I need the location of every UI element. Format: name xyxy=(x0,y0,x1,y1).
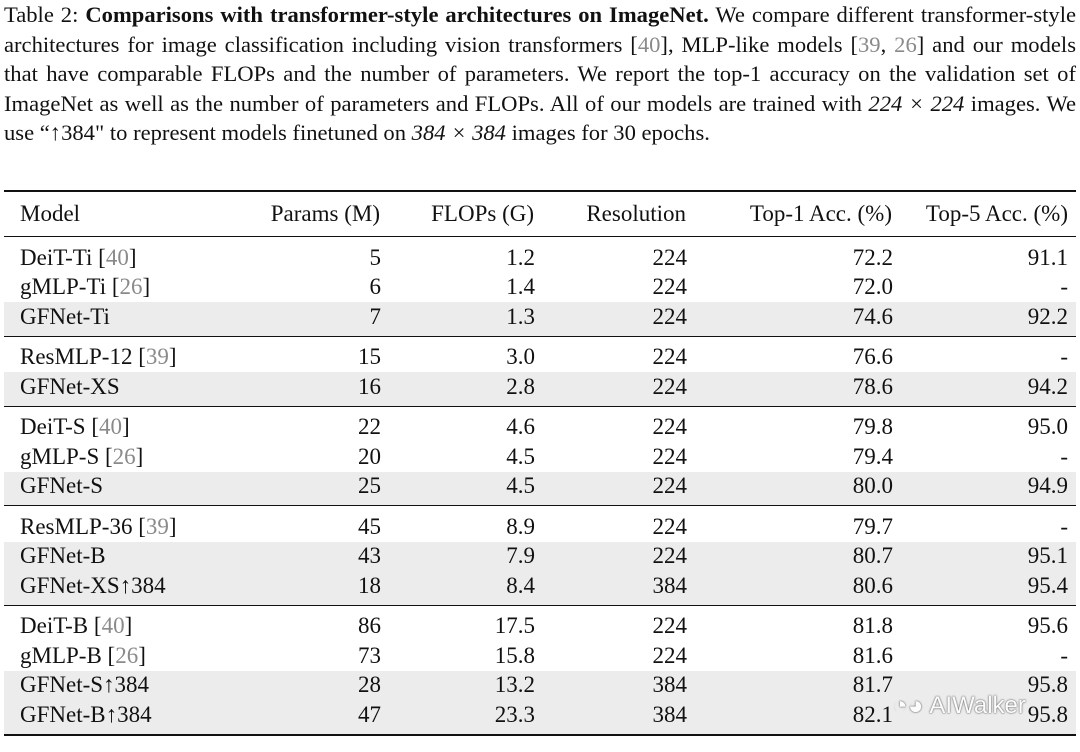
cell-model xyxy=(4,372,221,406)
cell-top1: 79.8 xyxy=(852,414,893,440)
cell-flops: 8.9 xyxy=(506,513,535,539)
model-name: GFNet-Ti xyxy=(20,303,110,329)
cell-model xyxy=(4,671,221,701)
cell-top1: 82.1 xyxy=(687,700,893,735)
cell-model xyxy=(4,336,221,372)
cell-params: 25 xyxy=(221,472,381,506)
table-group xyxy=(4,237,1076,337)
math-resolution: 384 × 384 xyxy=(411,120,506,145)
citation-link[interactable]: 26 xyxy=(112,443,136,469)
model-name: GFNet-XS xyxy=(20,373,120,399)
table-row xyxy=(4,571,1076,605)
cell-top1: 74.6 xyxy=(687,302,893,336)
cell-params: 86 xyxy=(358,613,381,639)
cell-flops: 1.3 xyxy=(381,302,535,336)
model-name: GFNet-S xyxy=(20,473,104,499)
cell-top1: 80.0 xyxy=(687,472,893,506)
cell-top5: 94.9 xyxy=(893,472,1076,506)
header-resolution: Resolution xyxy=(586,201,686,226)
cell-top5: - xyxy=(1060,274,1068,300)
cell-resolution: 224 xyxy=(652,642,687,668)
header-model: Model xyxy=(20,201,81,226)
caption-title: Comparisons with transformer-style architectures on ImageNet. xyxy=(85,2,709,27)
cell-model xyxy=(4,700,221,735)
citation-link[interactable]: 26 xyxy=(894,31,917,57)
cell-flops: 7.9 xyxy=(381,542,535,572)
cell-params: 43 xyxy=(221,542,381,572)
header-params: Params (M) xyxy=(270,201,380,226)
cell-top1: 80.7 xyxy=(687,542,893,572)
cell-params: 16 xyxy=(221,372,381,406)
model-name: GFNet-B↑384 xyxy=(20,701,152,727)
table-row xyxy=(4,542,1076,572)
model-name: ResMLP-36 [ xyxy=(20,513,146,539)
cell-model xyxy=(4,605,221,641)
cell-top5: - xyxy=(1060,443,1068,469)
cell-resolution: 384 xyxy=(535,671,687,701)
cell-params: 45 xyxy=(358,513,381,539)
cell-model xyxy=(4,406,221,442)
cell-flops: 4.6 xyxy=(506,414,535,440)
cell-top1: 79.4 xyxy=(852,443,893,469)
header-flops: FLOPs (G) xyxy=(431,201,534,226)
cell-resolution: 224 xyxy=(652,244,687,270)
cell-flops: 4.5 xyxy=(381,472,535,506)
table-row xyxy=(4,472,1076,506)
cell-top5: 95.6 xyxy=(1027,613,1068,639)
cell-resolution: 224 xyxy=(652,414,687,440)
model-name: gMLP-S [ xyxy=(20,443,113,469)
table-row xyxy=(4,605,1076,641)
cell-params: 73 xyxy=(358,642,381,668)
cell-top1: 81.7 xyxy=(687,671,893,701)
cell-flops: 23.3 xyxy=(381,700,535,735)
cell-top5: - xyxy=(1060,513,1068,539)
cell-resolution: 224 xyxy=(535,302,687,336)
table-row xyxy=(4,237,1076,273)
cell-params: 22 xyxy=(358,414,381,440)
cell-top5: 95.4 xyxy=(893,571,1076,605)
cell-flops: 8.4 xyxy=(381,571,535,605)
cell-flops: 1.4 xyxy=(506,274,535,300)
caption-label: Table 2: xyxy=(4,2,79,27)
cell-params: 20 xyxy=(358,443,381,469)
wechat-icon: ◔◕ xyxy=(892,690,924,720)
cell-model xyxy=(4,237,221,273)
table-group xyxy=(4,406,1076,506)
cell-top1: 78.6 xyxy=(687,372,893,406)
cell-top5: 95.8 xyxy=(893,671,1076,701)
cell-params: 28 xyxy=(221,671,381,701)
cell-top1: 80.6 xyxy=(687,571,893,605)
comparison-table xyxy=(4,190,1076,736)
cell-model xyxy=(4,302,221,336)
table-row xyxy=(4,442,1076,472)
citation-link[interactable]: 26 xyxy=(115,642,139,668)
cell-top1: 81.8 xyxy=(852,613,893,639)
cell-model xyxy=(4,472,221,506)
table-row xyxy=(4,273,1076,303)
cell-top5: - xyxy=(1060,344,1068,370)
header-top1: Top-1 Acc. (%) xyxy=(749,201,892,226)
model-name: gMLP-Ti [ xyxy=(20,274,120,300)
cell-flops: 15.8 xyxy=(494,642,535,668)
cell-top5: 94.2 xyxy=(893,372,1076,406)
table-row xyxy=(4,372,1076,406)
citation-link[interactable]: 39 xyxy=(145,513,169,539)
cell-resolution: 224 xyxy=(652,613,687,639)
header-top5: Top-5 Acc. (%) xyxy=(925,201,1068,226)
table-row xyxy=(4,406,1076,442)
cell-model xyxy=(4,273,221,303)
cell-resolution: 224 xyxy=(535,372,687,406)
watermark xyxy=(892,690,1026,721)
cell-model xyxy=(4,506,221,542)
citation-bracket: ] xyxy=(168,513,177,539)
citation-bracket: ] xyxy=(142,274,151,300)
cell-params: 15 xyxy=(358,344,381,370)
model-name: DeiT-S [ xyxy=(20,414,100,440)
table-row xyxy=(4,336,1076,372)
watermark-text: AIWalker xyxy=(929,691,1026,719)
citation-bracket: ] xyxy=(135,443,144,469)
cell-model xyxy=(4,542,221,572)
citation-bracket: ] xyxy=(124,613,133,639)
cell-params: 5 xyxy=(369,244,381,270)
cell-resolution: 224 xyxy=(535,542,687,572)
table-group xyxy=(4,336,1076,406)
cell-top1: 72.2 xyxy=(852,244,893,270)
cell-resolution: 224 xyxy=(652,513,687,539)
model-name: ResMLP-12 [ xyxy=(20,344,146,370)
cell-top1: 79.7 xyxy=(852,513,893,539)
cell-resolution: 224 xyxy=(535,472,687,506)
citation-link[interactable]: 40 xyxy=(99,414,123,440)
cell-flops: 2.8 xyxy=(381,372,535,406)
cell-model xyxy=(4,442,221,472)
table-header-row xyxy=(4,191,1076,237)
cell-params: 7 xyxy=(221,302,381,336)
cell-model xyxy=(4,571,221,605)
cell-top5: 95.0 xyxy=(1027,414,1068,440)
citation-link[interactable]: 40 xyxy=(101,613,125,639)
cell-params: 6 xyxy=(369,274,381,300)
cell-top5: 91.1 xyxy=(1027,244,1068,270)
model-name: gMLP-B [ xyxy=(20,642,116,668)
table-row xyxy=(4,641,1076,671)
model-name: GFNet-B xyxy=(20,543,106,569)
model-name: DeiT-Ti [ xyxy=(20,244,106,270)
cell-top5: 92.2 xyxy=(893,302,1076,336)
cell-top5: 95.1 xyxy=(893,542,1076,572)
cell-params: 18 xyxy=(221,571,381,605)
cell-flops: 17.5 xyxy=(494,613,535,639)
cell-flops: 13.2 xyxy=(381,671,535,701)
citation-bracket: ] xyxy=(138,642,146,668)
cell-resolution: 384 xyxy=(535,700,687,735)
cell-top5: - xyxy=(1060,642,1068,668)
citation-bracket: ] xyxy=(122,414,130,440)
cell-resolution: 224 xyxy=(652,344,687,370)
citation-link[interactable]: 26 xyxy=(119,274,143,300)
cell-flops: 4.5 xyxy=(506,443,535,469)
cell-model xyxy=(4,641,221,671)
table-row xyxy=(4,506,1076,542)
citation-link[interactable]: 40 xyxy=(105,244,129,270)
model-name: GFNet-XS↑384 xyxy=(20,572,166,598)
citation-bracket: ] xyxy=(128,244,137,270)
cell-top1: 81.6 xyxy=(852,642,893,668)
cell-resolution: 384 xyxy=(535,571,687,605)
citation-link[interactable]: 39 xyxy=(145,344,169,370)
model-name: DeiT-B [ xyxy=(20,613,102,639)
cell-top1: 76.6 xyxy=(852,344,893,370)
table-row xyxy=(4,302,1076,336)
cell-params: 47 xyxy=(221,700,381,735)
cell-resolution: 224 xyxy=(652,274,687,300)
table-caption: Table 2: Comparisons with transformer-style architectures on ImageNet. We compare different transformer-style architectures for image classification including vision transformers [40], MLP-like models [39, 26] and our models that have comparable FLOPs and the number of parameters. We report the top-1 accuracy on the validation set of ImageNet as well as the number of parameters and FLOPs. All of our models are trained with 224 × 224 images. We use “↑384" to represent models finetuned on 384 × 384 images for 30 epochs. xyxy=(4,2,1077,145)
table-group xyxy=(4,506,1076,606)
model-name: GFNet-S↑384 xyxy=(20,672,150,698)
citation-link[interactable]: 39 xyxy=(857,31,881,57)
cell-top5: 95.8 xyxy=(893,700,1076,735)
cell-top1: 72.0 xyxy=(852,274,893,300)
math-resolution: 224 × 224 xyxy=(868,90,965,116)
cell-flops: 3.0 xyxy=(506,344,535,370)
citation-bracket: ] xyxy=(168,344,177,370)
citation-link[interactable]: 40 xyxy=(637,31,661,57)
cell-flops: 1.2 xyxy=(506,244,535,270)
cell-resolution: 224 xyxy=(652,443,687,469)
